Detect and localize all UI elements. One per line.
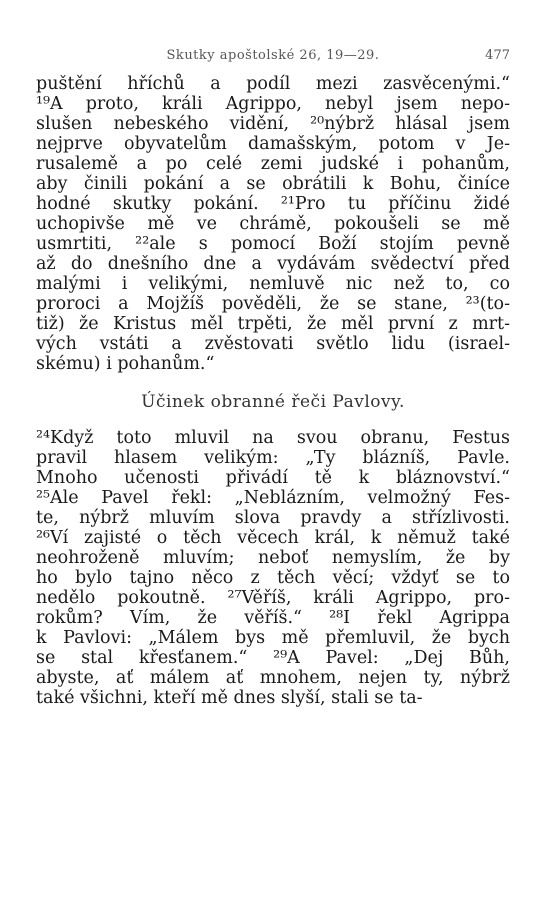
text-line: slušen nebeského vidění, ²⁰nýbrž hlásal jsem bbox=[36, 114, 510, 134]
text-line: rokům? Vím, že věříš.“ ²⁸I řekl Agrippa bbox=[36, 608, 510, 628]
text-line: te, nýbrž mluvím slova pravdy a střízlivosti. bbox=[36, 508, 510, 528]
text-line: také všichni, kteří mě dnes slyší, stali se ta- bbox=[36, 688, 423, 708]
page-number: 477 bbox=[485, 48, 510, 63]
text-line: proroci a Mojžíš pověděli, že se stane, ²³(to- bbox=[36, 294, 510, 314]
text-line: nejprve obyvatelům damašským, potom v Je- bbox=[36, 134, 510, 154]
section-heading: Účinek obranné řeči Pavlovy. bbox=[141, 392, 405, 412]
text-line: ¹⁹A proto, králi Agrippo, nebyl jsem nepo- bbox=[36, 94, 510, 114]
text-line: abyste, ať málem ať mnohem, nejen ty, nýbrž bbox=[36, 668, 510, 688]
text-line: usmrtiti, ²²ale s pomocí Boží stojím pevně bbox=[36, 234, 510, 254]
text-line: se stal křesťanem.“ ²⁹A Pavel: „Dej Bůh, bbox=[36, 648, 510, 668]
text-line: aby činili pokání a se obrátili k Bohu, činíce bbox=[36, 174, 510, 194]
text-line: pravil hlasem velikým: „Ty blázníš, Pavle. bbox=[36, 448, 510, 468]
text-line: ²⁶Ví zajisté o těch věcech král, k němuž také bbox=[36, 528, 510, 548]
text-line: vých vstáti a zvěstovati světlo lidu (israel- bbox=[36, 334, 510, 354]
text-line: neohroženě mluvím; neboť nemyslím, že by bbox=[36, 548, 510, 568]
text-line: ho bylo tajno něco z těch věcí; vždyť se to bbox=[36, 568, 510, 588]
text-line: ²⁴Když toto mluvil na svou obranu, Festus bbox=[36, 428, 510, 448]
text-line: až do dnešního dne a vydávám svědectví před bbox=[36, 254, 510, 274]
running-head bbox=[36, 44, 510, 74]
body-paragraph-2 bbox=[36, 428, 510, 708]
text-line: k Pavlovi: „Málem bys mě přemluvil, že bych bbox=[36, 628, 510, 648]
book-page bbox=[36, 44, 510, 708]
text-line: malými i velikými, nemluvě nic než to, co bbox=[36, 274, 510, 294]
text-line: Mnoho učenosti přivádí tě k bláznovství.“ bbox=[36, 468, 510, 488]
text-line: rusalemě a po celé zemi judské i pohanům, bbox=[36, 154, 510, 174]
text-line: tiž) že Kristus měl trpěti, že měl první z mrt- bbox=[36, 314, 510, 334]
running-head-title: Skutky apoštolské 26, 19—29. bbox=[166, 48, 380, 63]
text-line: uchopivše mě ve chrámě, pokoušeli se mě bbox=[36, 214, 510, 234]
text-line: puštění hříchů a podíl mezi zasvěcenými.“ bbox=[36, 74, 510, 94]
text-line: skému) i pohanům.“ bbox=[36, 354, 215, 374]
body-paragraph-1 bbox=[36, 74, 510, 374]
text-line: nedělo pokoutně. ²⁷Věříš, králi Agrippo, pro- bbox=[36, 588, 510, 608]
text-line: ²⁵Ale Pavel řekl: „Neblázním, velmožný Fes- bbox=[36, 488, 510, 508]
text-line: hodné skutky pokání. ²¹Pro tu příčinu židé bbox=[36, 194, 510, 214]
